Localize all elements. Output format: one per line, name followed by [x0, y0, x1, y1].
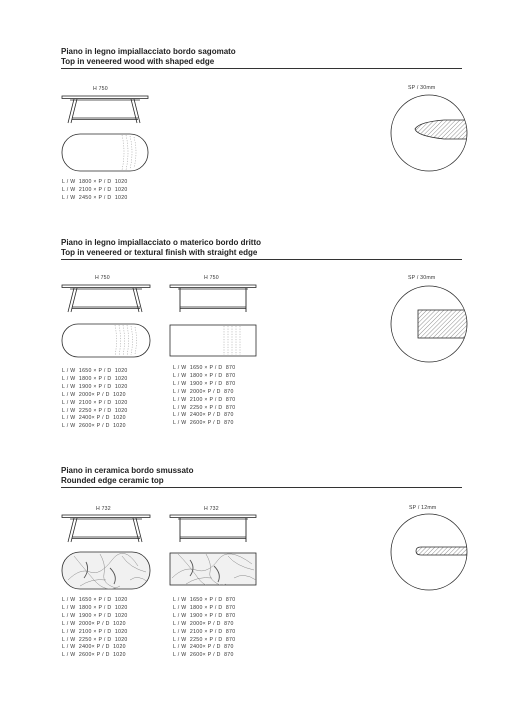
dimension-row: L / W 2100 × P / D 1020: [62, 628, 128, 635]
dimension-row: L / W 1900 × P / D 870: [173, 612, 236, 619]
dimension-row: L / W 1650 × P / D 1020: [62, 597, 128, 603]
dimension-row: L / W 2400× P / D 1020: [62, 415, 126, 422]
section-title-it: Piano in legno impiallacciato o materico bordo dritto: [61, 238, 262, 247]
table-top-plan-oval: [60, 322, 154, 360]
dimensions-list: [173, 597, 235, 660]
edge-section-detail: [389, 284, 469, 364]
section-title-en: Rounded edge ceramic top: [61, 476, 164, 485]
dimension-row: L / W 2400× P / D 870: [173, 412, 234, 419]
dimensions-list: [62, 597, 128, 660]
table-side-elevation: [60, 93, 150, 125]
dimension-row: L / W 2000× P / D 1020: [62, 620, 126, 627]
table-top-plan-rectangle: [168, 322, 260, 360]
dimension-row: L / W 2100 × P / D 870: [173, 628, 236, 635]
dimension-row: L / W 1800 × P / D 870: [173, 372, 236, 379]
table-top-plan-oval: [60, 132, 152, 174]
dimension-row: L / W 1900 × P / D 870: [173, 380, 236, 387]
dimension-row: L / W 1650 × P / D 1020: [62, 368, 128, 374]
dimension-row: L / W 2600× P / D 1020: [62, 423, 126, 430]
dimension-row: L / W 2400× P / D 870: [173, 644, 234, 651]
dimension-row: L / W 2250 × P / D 870: [173, 404, 236, 411]
thickness-label: SP / 12mm: [409, 505, 437, 511]
table-top-plan-rectangle-marble: [168, 550, 260, 590]
dimension-row: L / W 1800 × P / D 870: [173, 604, 236, 611]
section-title-en: Top in veneered wood with shaped edge: [61, 57, 215, 66]
section-title-it: Piano in legno impiallacciato bordo sagomato: [61, 47, 236, 56]
dimension-row: L / W 2600× P / D 1020: [62, 652, 126, 659]
dimension-row: L / W 2600× P / D 870: [173, 652, 234, 659]
dimensions-list: [62, 179, 128, 203]
section-divider: [61, 259, 462, 260]
dimension-row: L / W 1800 × P / D 1020: [62, 179, 128, 185]
height-label: H 750: [93, 86, 108, 92]
height-label: H 732: [96, 506, 111, 512]
dimension-row: L / W 2100 × P / D 1020: [62, 399, 128, 406]
dimension-row: L / W 1800 × P / D 1020: [62, 375, 128, 382]
section-title-en: Top in veneered or textural finish with straight edge: [61, 248, 258, 257]
dimension-row: L / W 1900 × P / D 1020: [62, 383, 128, 390]
height-label: H 750: [95, 275, 110, 281]
dimension-row: L / W 1650 × P / D 870: [173, 597, 236, 603]
dimension-row: L / W 2000× P / D 870: [173, 388, 234, 395]
dimensions-list: [62, 368, 128, 431]
height-label: H 750: [204, 275, 219, 281]
dimension-row: L / W 2000× P / D 1020: [62, 391, 126, 398]
dimension-row: L / W 2400× P / D 1020: [62, 644, 126, 651]
table-side-elevation: [168, 512, 260, 544]
table-side-elevation: [60, 512, 152, 544]
section-divider: [61, 68, 462, 69]
dimension-row: L / W 2100 × P / D 1020: [62, 186, 128, 193]
dimension-row: L / W 2250 × P / D 1020: [62, 407, 128, 414]
height-label: H 732: [204, 506, 219, 512]
thickness-label: SP / 30mm: [408, 275, 436, 281]
dimension-row: L / W 2600× P / D 870: [173, 420, 234, 427]
section-divider: [61, 487, 462, 488]
dimension-row: L / W 2000× P / D 870: [173, 620, 234, 627]
dimension-row: L / W 2100 × P / D 870: [173, 396, 236, 403]
edge-section-detail: [389, 93, 469, 173]
dimension-row: L / W 2450 × P / D 1020: [62, 194, 128, 201]
dimension-row: L / W 2250 × P / D 1020: [62, 636, 128, 643]
section-title-it: Piano in ceramica bordo smussato: [61, 466, 194, 475]
table-side-elevation: [168, 282, 260, 314]
dimensions-list: [173, 365, 235, 428]
dimension-row: L / W 2250 × P / D 870: [173, 636, 236, 643]
thickness-label: SP / 30mm: [408, 85, 436, 91]
edge-section-detail: [389, 512, 469, 592]
table-top-plan-oval-marble: [60, 550, 154, 592]
dimension-row: L / W 1900 × P / D 1020: [62, 612, 128, 619]
dimension-row: L / W 1800 × P / D 1020: [62, 604, 128, 611]
dimension-row: L / W 1650 × P / D 870: [173, 365, 236, 371]
table-side-elevation: [60, 282, 152, 314]
